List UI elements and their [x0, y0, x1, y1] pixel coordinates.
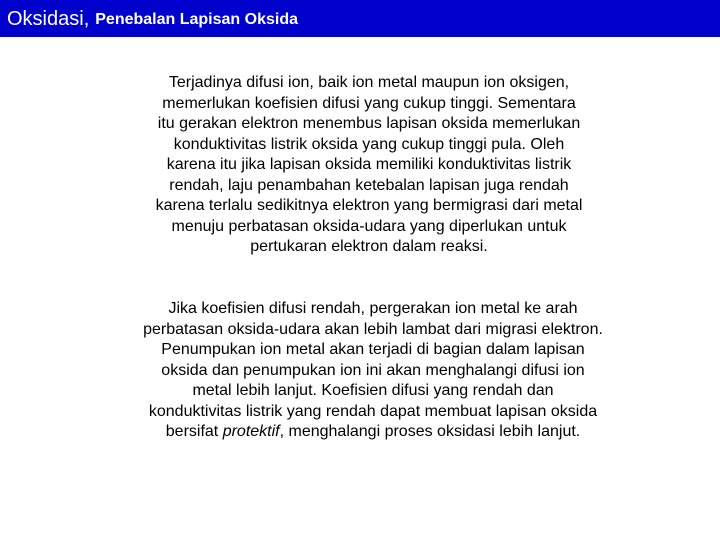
paragraph-line: perbatasan oksida-udara akan lebih lambat dari migrasi elektron. [143, 320, 603, 338]
paragraph-line: karena terlalu sedikitnya elektron yang bermigrasi dari metal [155, 197, 583, 214]
paragraph-line: pertukaran elektron dalam reaksi. [250, 238, 488, 255]
paragraph-line: menuju perbatasan oksida-udara yang diperlukan untuk [171, 217, 567, 235]
paragraph-line: memerlukan koefisien difusi yang cukup tinggi. Sementara [162, 94, 576, 112]
paragraph-line: karena itu jika lapisan oksida memiliki konduktivitas listrik [166, 156, 572, 173]
paragraph-line: itu gerakan elektron menembus lapisan oksida memerlukan [157, 115, 581, 132]
paragraph-line: Terjadinya difusi ion, baik ion metal maupun ion oksigen, [168, 74, 570, 91]
paragraph-line: konduktivitas listrik yang rendah dapat membuat lapisan oksida [148, 402, 598, 420]
paragraph-last-line [108, 422, 638, 443]
paragraph-line: metal lebih lanjut. Koefisien difusi yang rendah dan [192, 382, 554, 399]
paragraph-line: Jika koefisien difusi rendah, pergerakan ion metal ke arah [168, 300, 578, 317]
last-line-suffix: , menghalangi proses oksidasi lebih lanjut. [279, 423, 581, 440]
page-subtitle: Penebalan Lapisan Oksida [95, 11, 298, 28]
italic-term: protektif [222, 423, 280, 440]
title-bar [0, 0, 720, 37]
paragraph-diffusion-requirements [120, 73, 618, 258]
paragraph-low-diffusion [108, 299, 638, 443]
last-line-prefix: bersifat [165, 423, 223, 440]
paragraph-line: Penumpukan ion metal akan terjadi di bagian dalam lapisan [161, 341, 585, 358]
page-title: Oksidasi, [7, 8, 90, 30]
paragraph-line: konduktivitas listrik oksida yang cukup tinggi pula. Oleh [173, 135, 565, 153]
paragraph-line: oksida dan penumpukan ion ini akan menghalangi difusi ion [161, 361, 585, 379]
paragraph-line: rendah, laju penambahan ketebalan lapisan juga rendah [169, 176, 569, 194]
